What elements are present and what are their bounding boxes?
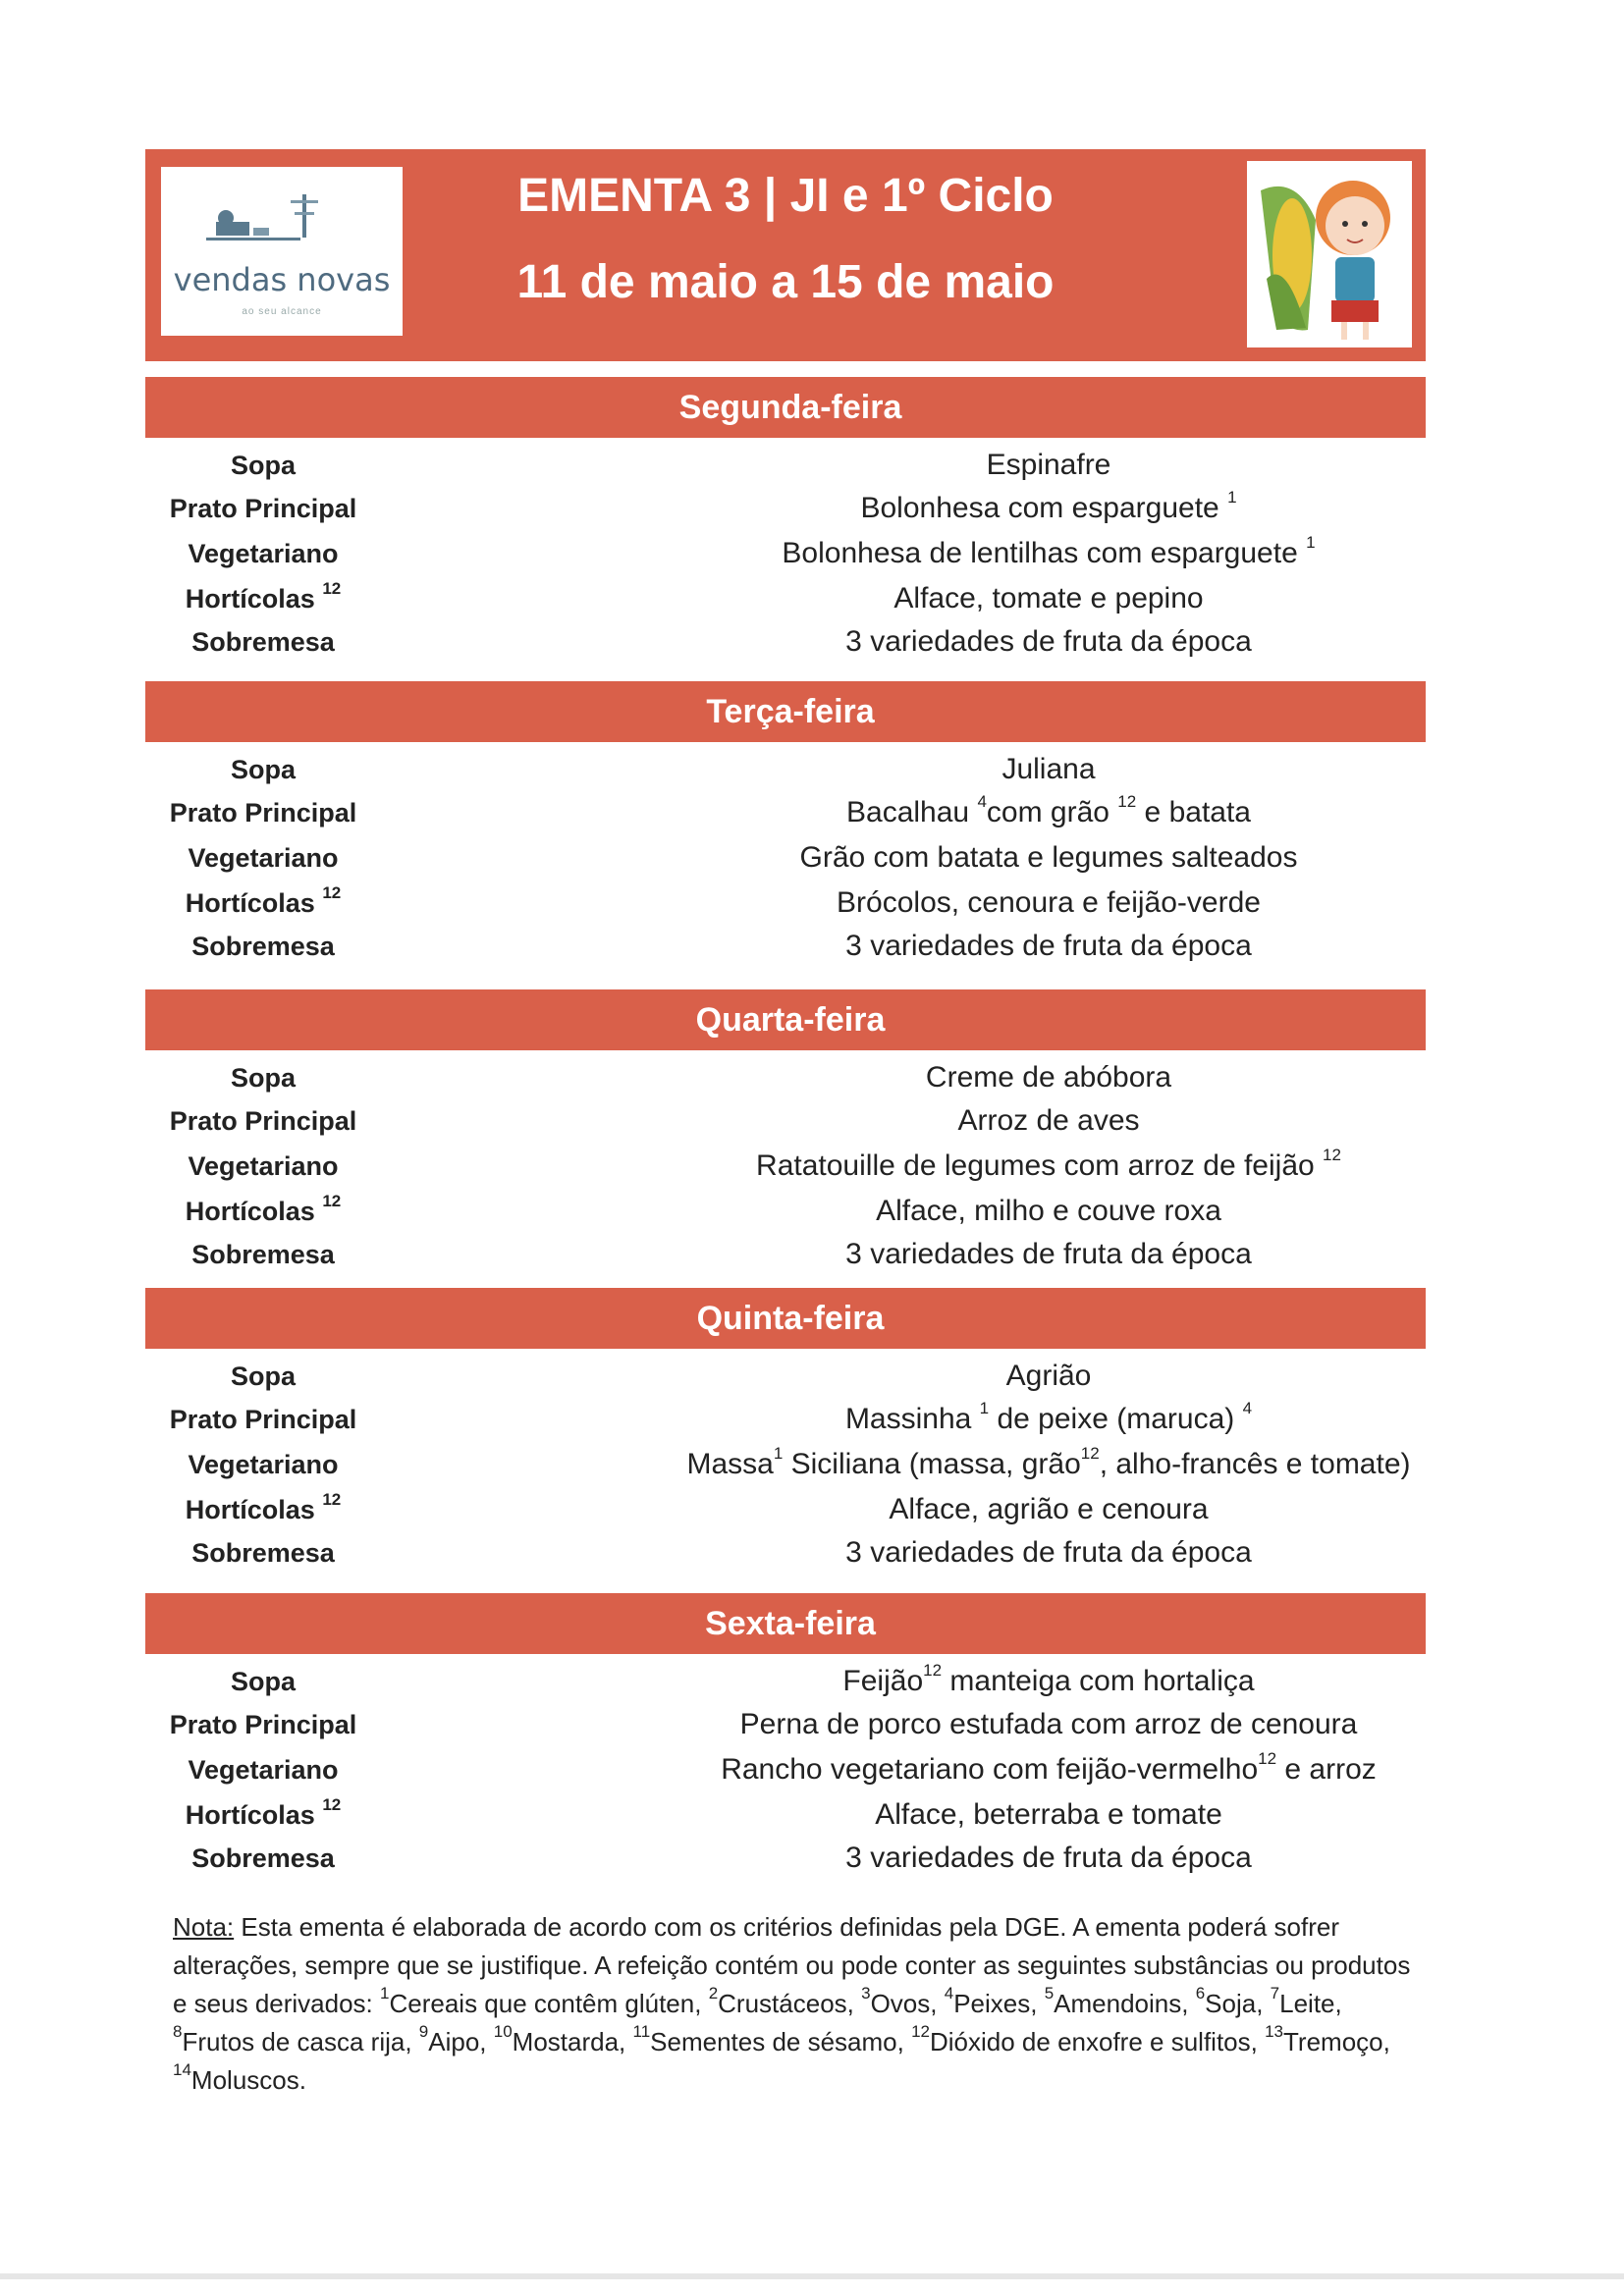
allergen-ref: 1 bbox=[773, 1444, 784, 1463]
menu-row bbox=[145, 532, 1426, 575]
dish-value: 3 variedades de fruta da época bbox=[845, 625, 1252, 658]
allergen-number: 4 bbox=[944, 1984, 954, 2003]
allergen-ref: 1 bbox=[1227, 488, 1237, 507]
menu-row bbox=[145, 1793, 1426, 1837]
menu-title: EMENTA 3 | JI e 1º Ciclo bbox=[517, 170, 1054, 222]
dish-value: Creme de abóbora bbox=[925, 1061, 1172, 1094]
course-label: Sobremesa bbox=[191, 1240, 335, 1269]
allergen-number: 6 bbox=[1195, 1984, 1206, 2003]
logo-tagline: ao seu alcance bbox=[242, 306, 322, 317]
course-label: Vegetariano bbox=[188, 539, 339, 568]
allergen-number: 3 bbox=[861, 1984, 871, 2003]
dish-value: Grão com batata e legumes salteados bbox=[799, 841, 1298, 874]
course-label: Prato Principal bbox=[169, 798, 357, 828]
course-label: Vegetariano bbox=[188, 1755, 339, 1785]
dish-value: Arroz de aves bbox=[957, 1104, 1140, 1137]
allergen-number: 9 bbox=[418, 2022, 429, 2042]
allergen-number: 10 bbox=[493, 2022, 513, 2042]
menu-row bbox=[145, 1145, 1426, 1188]
menu-row bbox=[145, 1190, 1426, 1233]
dish-value: Bacalhau $^4$com grão $^{12}$ e batata bbox=[846, 792, 1251, 828]
dish-value: Espinafre bbox=[986, 449, 1111, 481]
allergen-number: 14 bbox=[173, 2060, 191, 2080]
allergen-number: 13 bbox=[1265, 2022, 1283, 2042]
course-label: Hortícolas $^{12}$ bbox=[185, 1795, 342, 1830]
dish-value: 3 variedades de fruta da época bbox=[845, 1238, 1252, 1270]
day-header: Quinta-feira bbox=[145, 1288, 1426, 1349]
allergen-ref: 12 bbox=[322, 1192, 342, 1210]
logo-text: vendas novas bbox=[173, 261, 391, 298]
allergen-ref: 12 bbox=[1117, 792, 1137, 811]
menu-row bbox=[145, 1660, 1426, 1703]
course-label: Prato Principal bbox=[169, 1405, 357, 1434]
menu-header bbox=[145, 149, 1426, 361]
allergen-ref: 1 bbox=[1306, 533, 1316, 552]
dish-value: Alface, milho e couve roxa bbox=[876, 1195, 1221, 1227]
course-label: Sobremesa bbox=[191, 1843, 335, 1873]
dish-value: Ratatouille de legumes com arroz de feijão $^{12}$ bbox=[756, 1146, 1341, 1182]
allergen-ref: 12 bbox=[1323, 1146, 1341, 1164]
dish-value: Massinha $^1$ de peixe (maruca) $^4$ bbox=[844, 1399, 1253, 1435]
menu-row bbox=[145, 1355, 1426, 1398]
dish-value: 3 variedades de fruta da época bbox=[845, 930, 1252, 962]
allergen-ref: 12 bbox=[1258, 1749, 1277, 1768]
menu-row bbox=[145, 836, 1426, 880]
day-header: Segunda-feira bbox=[145, 377, 1426, 438]
course-label: Hortícolas $^{12}$ bbox=[185, 1490, 342, 1524]
dish-value: Brócolos, cenoura e feijão-verde bbox=[837, 886, 1261, 919]
dish-value: Alface, tomate e pepino bbox=[893, 582, 1204, 614]
allergen-ref: 12 bbox=[923, 1661, 943, 1680]
course-label: Sopa bbox=[230, 1667, 296, 1696]
dish-value: Massa$^1$ Siciliana (massa, grão$^{12}$, alho-francês e tomate) bbox=[686, 1444, 1411, 1480]
menu-row bbox=[145, 577, 1426, 620]
allergen-number: 1 bbox=[380, 1984, 390, 2003]
course-label: Sobremesa bbox=[191, 627, 335, 657]
dish-value: Feijão$^{12}$ manteiga com hortaliça bbox=[842, 1661, 1255, 1697]
allergen-number: 11 bbox=[632, 2022, 651, 2042]
dish-value: Rancho vegetariano com feijão-vermelho$^{12}$ e arroz bbox=[721, 1749, 1377, 1786]
mascot bbox=[1247, 161, 1412, 347]
page-bottom-edge bbox=[0, 2273, 1624, 2279]
note-text: Esta ementa é elaborada de acordo com os critérios definidas pela DGE. A ementa poderá sofrer alterações, sempre que se justifique. A refeição contém ou pode conter as seguintes substâncias ou produtos e seus derivados: $^1$Cereais que contêm glúten, $^2$Crustáceos, $^3$Ovos, $^4$Peixes, $^5$Amendoins, $^6$Soja, $^7$Leite, $^8$Frutos de casca rija, $^9$Aipo, $^{10}$Mostarda, $^{11}$Sementes de sésamo, $^{12}$Dióxido de enxofre e sulfitos, $^{13}$Tremoço, $^{14}$Moluscos. bbox=[173, 1912, 1411, 2095]
note-label: Nota: bbox=[173, 1912, 235, 1942]
menu-dates: 11 de maio a 15 de maio bbox=[516, 256, 1055, 308]
allergen-number: 12 bbox=[911, 2022, 930, 2042]
course-label: Hortícolas $^{12}$ bbox=[185, 579, 342, 614]
day-header: Terça-feira bbox=[145, 681, 1426, 742]
menu-row bbox=[145, 881, 1426, 925]
dish-value: Bolonhesa com esparguete $^1$ bbox=[860, 488, 1237, 524]
course-label: Vegetariano bbox=[188, 843, 339, 873]
menu-row bbox=[145, 925, 1426, 968]
course-label: Sopa bbox=[230, 451, 296, 480]
day-header: Quarta-feira bbox=[145, 989, 1426, 1050]
dish-value: Alface, beterraba e tomate bbox=[875, 1798, 1222, 1831]
allergen-ref: 4 bbox=[1242, 1399, 1253, 1417]
allergen-note bbox=[173, 1908, 1430, 2100]
course-label: Vegetariano bbox=[188, 1151, 339, 1181]
dish-value: Perna de porco estufada com arroz de cenoura bbox=[739, 1708, 1358, 1740]
menu-row bbox=[145, 1099, 1426, 1143]
course-label: Prato Principal bbox=[169, 494, 357, 523]
menu-row bbox=[145, 1748, 1426, 1791]
menu-row bbox=[145, 620, 1426, 664]
menu-row bbox=[145, 1703, 1426, 1746]
menu-row bbox=[145, 1398, 1426, 1441]
dish-value: Agrião bbox=[1005, 1360, 1092, 1392]
allergen-ref: 12 bbox=[322, 883, 342, 902]
allergen-ref: 1 bbox=[979, 1399, 990, 1417]
menu-row bbox=[145, 1233, 1426, 1276]
course-label: Sopa bbox=[230, 1063, 296, 1093]
dish-value: Bolonhesa de lentilhas com esparguete $^1$ bbox=[782, 533, 1316, 569]
dish-value: Alface, agrião e cenoura bbox=[889, 1493, 1209, 1525]
menu-row bbox=[145, 748, 1426, 791]
dish-value: 3 variedades de fruta da época bbox=[845, 1536, 1252, 1569]
course-label: Sobremesa bbox=[191, 932, 335, 961]
menu-row bbox=[145, 1443, 1426, 1486]
course-label: Hortícolas $^{12}$ bbox=[185, 883, 342, 918]
allergen-ref: 4 bbox=[977, 792, 987, 811]
day-header: Sexta-feira bbox=[145, 1593, 1426, 1654]
course-label: Hortícolas $^{12}$ bbox=[185, 1192, 342, 1226]
menu-row bbox=[145, 444, 1426, 487]
menu-row bbox=[145, 1837, 1426, 1880]
allergen-number: 5 bbox=[1044, 1984, 1055, 2003]
allergen-ref: 12 bbox=[322, 1490, 342, 1509]
course-label: Prato Principal bbox=[169, 1106, 357, 1136]
course-label: Sopa bbox=[230, 1362, 296, 1391]
dish-value: 3 variedades de fruta da época bbox=[845, 1842, 1252, 1874]
allergen-number: 8 bbox=[173, 2022, 183, 2042]
menu-row bbox=[145, 1488, 1426, 1531]
allergen-number: 7 bbox=[1270, 1984, 1280, 2003]
course-label: Prato Principal bbox=[169, 1710, 357, 1739]
menu-row bbox=[145, 487, 1426, 530]
allergen-ref: 12 bbox=[1080, 1444, 1100, 1463]
course-label: Sobremesa bbox=[191, 1538, 335, 1568]
course-label: Vegetariano bbox=[188, 1450, 339, 1479]
allergen-ref: 12 bbox=[322, 1795, 342, 1814]
allergen-ref: 12 bbox=[322, 579, 342, 598]
menu-row bbox=[145, 1056, 1426, 1099]
menu-row bbox=[145, 1531, 1426, 1575]
menu-row bbox=[145, 791, 1426, 834]
allergen-number: 2 bbox=[708, 1984, 719, 2003]
course-label: Sopa bbox=[230, 755, 296, 784]
corn-girl-mascot-icon bbox=[1247, 161, 1412, 347]
dish-value: Juliana bbox=[1001, 753, 1096, 785]
